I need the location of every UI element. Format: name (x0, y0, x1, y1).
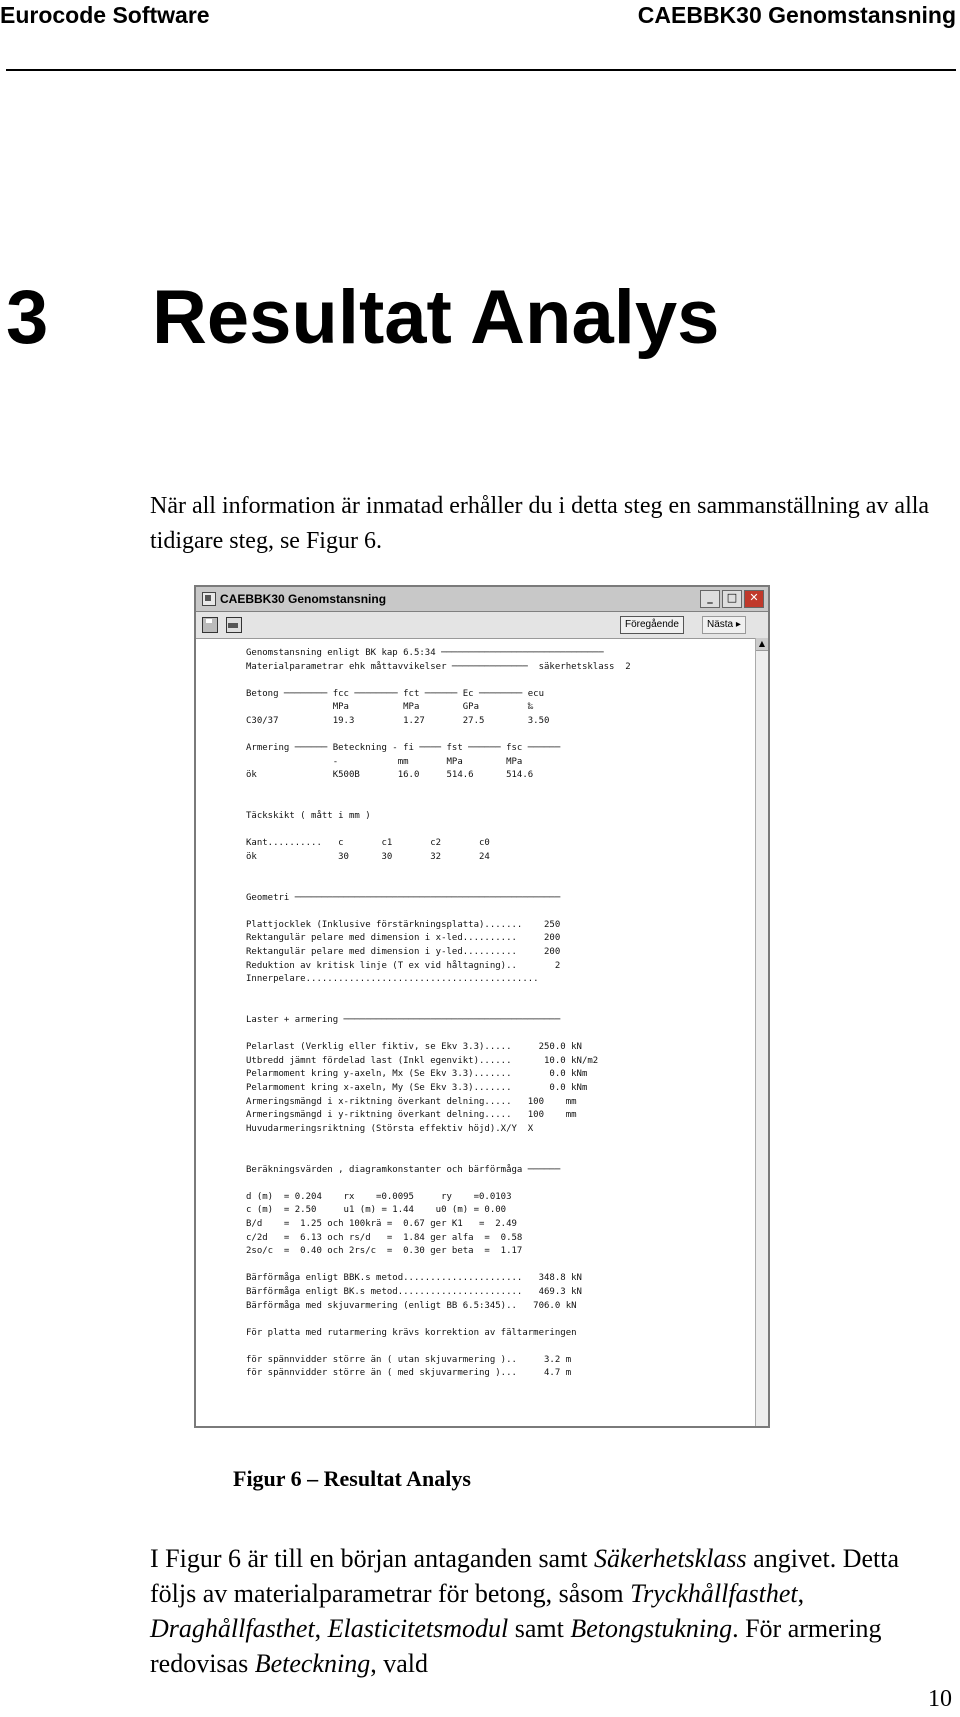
report-line: Laster + armering ──────────────────────────────────────── (246, 1015, 561, 1026)
report-line: Huvudarmeringsriktning (Största effektiv höjd).X/Y X (246, 1123, 534, 1134)
report-line (246, 987, 746, 1001)
page-number: 10 (928, 1686, 952, 1712)
report-line: Pelarlast (Verklig eller fiktiv, se Ekv 3.3)..... 250.0 kN (246, 1042, 582, 1053)
report-line: Innerpelare........................................... (246, 974, 539, 985)
term-tryckhallfasthet: Tryckhållfasthet (630, 1579, 798, 1608)
figure-window (194, 585, 770, 1428)
report-line (246, 729, 746, 743)
report-line: Armering ────── Beteckning - fi ──── fst ────── fsc ────── (246, 743, 561, 754)
text-run: angivet. Detta följs av materialparametrar för betong, såsom (150, 1544, 900, 1608)
report-line: Bärförmåga enligt BBK.s metod...................... 348.8 kN (246, 1273, 582, 1284)
report-line (246, 1313, 746, 1327)
report-line: Utbredd jämnt fördelad last (Inkl egenvikt)...... 10.0 kN/m2 (246, 1055, 599, 1066)
report-line: Rektangulär pelare med dimension i y-led.......... 200 (246, 947, 561, 958)
report-line: Plattjocklek (Inklusive förstärkningsplatta)....... 250 (246, 919, 561, 930)
report-line: För platta med rutarmering krävs korrektion av fältarmeringen (246, 1327, 577, 1338)
chapter-title: Resultat Analys (152, 275, 720, 360)
report-line: Bärförmåga enligt BK.s metod....................... 469.3 kN (246, 1286, 582, 1297)
report-line: C30/37 19.3 1.27 27.5 3.50 (246, 715, 550, 726)
chapter-number: 3 (6, 275, 49, 360)
term-draghallfasthet: Draghållfasthet (150, 1614, 315, 1643)
text-run: . För armering redovisas (150, 1614, 882, 1678)
term-elasticitetsmodul: Elasticitetsmodul (327, 1614, 509, 1643)
header-right: CAEBBK30 Genomstansning (637, 2, 956, 28)
report-content (246, 647, 746, 1381)
report-line: Kant.......... c c1 c2 c0 (246, 838, 490, 849)
text-run: , (314, 1614, 328, 1643)
window-controls (700, 590, 764, 608)
window-toolbar (196, 612, 768, 639)
report-line: Reduktion av kritisk linje (T ex vid håltagning).. 2 (246, 960, 561, 971)
window-title: CAEBBK30 Genomstansning (220, 592, 387, 606)
report-line: Materialparametrar ehk måttavvikelser ────────────── säkerhetsklass 2 (246, 661, 631, 672)
report-line: Beräkningsvärden , diagramkonstanter och bärförmåga ────── (246, 1164, 561, 1175)
report-line: Genomstansning enligt BK kap 6.5:34 ────────────────────────────── (246, 648, 604, 658)
window-titlebar (196, 587, 768, 612)
report-line: c (m) = 2.50 u1 (m) = 1.44 u0 (m) = 0.00 (246, 1205, 507, 1216)
report-line (246, 1150, 746, 1164)
report-line (246, 1028, 746, 1042)
maximize-button[interactable]: □ (722, 590, 742, 608)
text-run: , (797, 1579, 805, 1608)
save-icon[interactable] (202, 617, 218, 633)
app-icon (202, 592, 216, 606)
term-betongstukning: Betongstukning (570, 1614, 733, 1643)
report-line: Rektangulär pelare med dimension i x-led.......... 200 (246, 933, 561, 944)
report-line (246, 878, 746, 892)
report-line (246, 1177, 746, 1191)
text-run: , vald (370, 1649, 428, 1678)
report-line (246, 824, 746, 838)
report-line (246, 865, 746, 879)
report-line: - mm MPa MPa (246, 756, 523, 767)
report-line (246, 905, 746, 919)
report-line: B/d = 1.25 och 100krä = 0.67 ger K1 = 2.49 (246, 1218, 517, 1229)
vertical-scrollbar[interactable] (755, 638, 768, 1426)
report-line: för spännvidder större än ( med skjuvarmering )... 4.7 m (246, 1368, 572, 1379)
previous-button[interactable]: Föregående (620, 616, 684, 634)
report-line (246, 674, 746, 688)
report-line: Bärförmåga med skjuvarmering (enligt BB 6.5:345).. 706.0 kN (246, 1300, 577, 1311)
header-left: Eurocode Software (0, 2, 210, 28)
report-line (246, 1136, 746, 1150)
next-button[interactable]: Nästa ▸ (702, 616, 746, 634)
report-line: Pelarmoment kring y-axeln, Mx (Se Ekv 3.3)....... 0.0 kNm (246, 1069, 588, 1080)
report-line: d (m) = 0.204 rx =0.0095 ry =0.0103 (246, 1191, 512, 1202)
intro-paragraph: När all information är inmatad erhåller du i detta steg en sammanställning av alla tidigare steg, se Figur 6. (150, 493, 930, 554)
report-line: Betong ──────── fcc ──────── fct ────── Ec ──────── ecu (246, 688, 545, 699)
report-line: ök 30 30 32 24 (246, 851, 490, 862)
scroll-up-arrow-icon[interactable]: ▲ (756, 638, 768, 651)
header-divider (6, 69, 956, 71)
body-paragraph (150, 1541, 950, 1681)
close-button[interactable]: ✕ (744, 590, 764, 608)
report-line: c/2d = 6.13 och rs/d = 1.84 ger alfa = 0.58 (246, 1232, 523, 1243)
report-line: MPa MPa GPa ‰ (246, 702, 534, 713)
report-line (246, 1340, 746, 1354)
report-line: Geometri ───────────────────────────────────────────────── (246, 892, 561, 903)
chapter-heading (6, 275, 720, 360)
print-icon[interactable] (226, 617, 242, 633)
term-beteckning: Beteckning (254, 1649, 371, 1678)
report-line: ök K500B 16.0 514.6 514.6 (246, 770, 534, 781)
report-line: Pelarmoment kring x-axeln, My (Se Ekv 3.3)....... 0.0 kNm (246, 1083, 588, 1093)
figure-caption: Figur 6 – Resultat Analys (233, 1466, 471, 1491)
report-line: för spännvidder större än ( utan skjuvarmering ).. 3.2 m (246, 1354, 572, 1365)
term-sakerhetsklass: Säkerhetsklass (594, 1544, 747, 1573)
report-line (246, 1000, 746, 1014)
report-line (246, 797, 746, 811)
text-run: I Figur 6 är till en början antaganden samt (150, 1544, 595, 1573)
report-line (246, 1259, 746, 1273)
report-line: Armeringsmängd i y-riktning överkant delning..... 100 mm (246, 1110, 577, 1121)
report-line: Armeringsmängd i x-riktning överkant delning..... 100 mm (246, 1096, 577, 1107)
report-line (246, 783, 746, 797)
text-run: samt (508, 1614, 571, 1643)
report-line: 2so/c = 0.40 och 2rs/c = 0.30 ger beta = 1.17 (246, 1246, 523, 1257)
report-line: Täckskikt ( mått i mm ) (246, 811, 371, 822)
minimize-button[interactable]: _ (700, 590, 720, 608)
